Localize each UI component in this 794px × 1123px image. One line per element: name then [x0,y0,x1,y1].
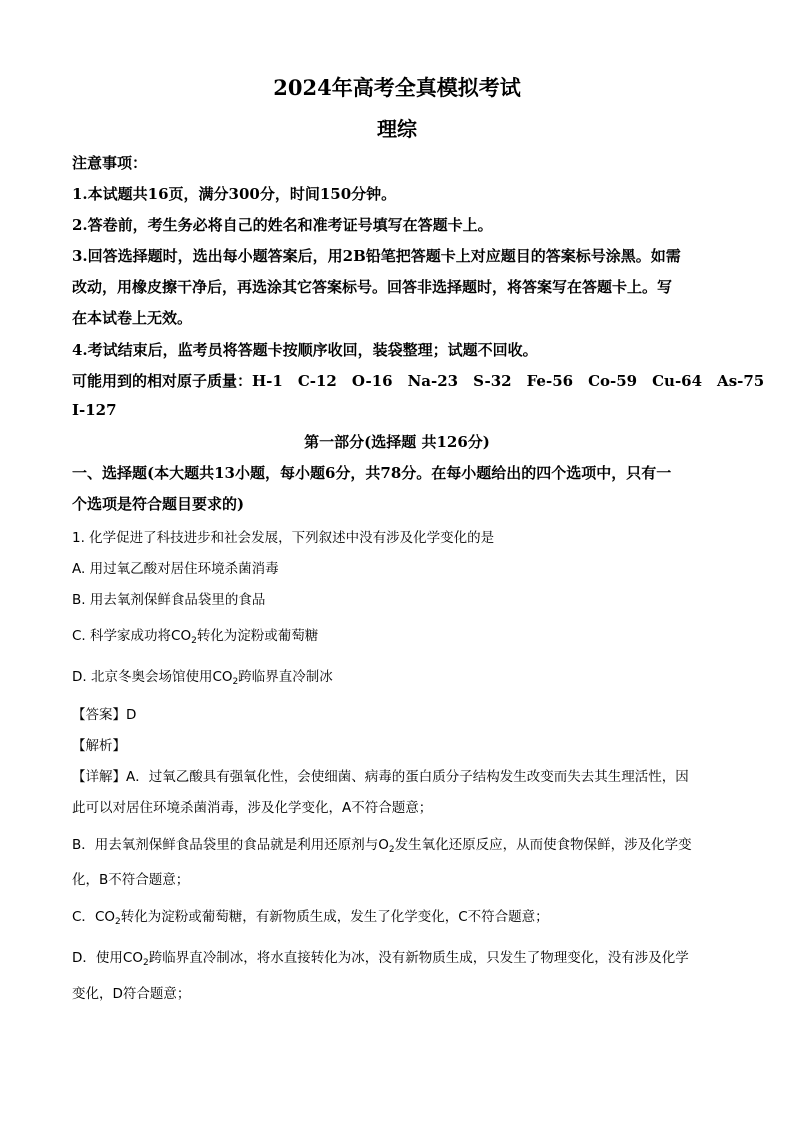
detail-line-7: 变化，D符合题意； [72,986,191,1002]
notes-heading: 注意事项： [72,154,148,172]
option-a: A. 用过氧乙酸对居住环境杀菌消毒 [72,561,279,577]
section-instructions-1: 一、选择题(本大题共13小题，每小题6分，共78分。在每小题给出的四个选项中，只有一 [72,464,672,482]
detail-line-1: 【详解】A．过氧乙酸具有强氧化性，会使细菌、病毒的蛋白质分子结构发生改变而失去其生理活性，因 [72,769,689,785]
exam-title: 2024年高考全真模拟考试 [273,75,521,100]
detail-line-3: B．用去氧剂保鲜食品袋里的食品就是利用还原剂与$O_2$发生氧化还原反应，从而使食物保鲜，涉及化学变 [72,837,692,855]
notes-line-5: 在本试卷上无效。 [72,309,193,327]
detail-line-5: C．$CO_2$转化为淀粉或葡萄糖，有新物质生成，发生了化学变化，C不符合题意； [72,909,549,927]
answer-label: 【答案】D [72,707,137,723]
notes-line-4: 改动，用橡皮擦干净后，再选涂其它答案标号。回答非选择题时，将答案写在答题卡上。写 [72,278,673,296]
notes-line-2: 2.答卷前，考生务必将自己的姓名和准考证号填写在答题卡上。 [72,216,493,234]
detail-line-2: 此可以对居住环境杀菌消毒，涉及化学变化，A不符合题意； [72,800,433,816]
part-title: 第一部分(选择题 共126分) [304,433,490,451]
analysis-label: 【解析】 [72,738,126,754]
notes-line-6: 4.考试结束后，监考员将答题卡按顺序收回，装袋整理；试题不回收。 [72,341,538,359]
option-b: B. 用去氧剂保鲜食品袋里的食品 [72,592,266,608]
exam-subject: 理综 [377,117,417,141]
option-c: C. 科学家成功将$CO_2$转化为淀粉或葡萄糖 [72,628,319,646]
atomic-masses-line-1: 可能用到的相对原子质量：H-1 C-12 O-16 Na-23 S-32 Fe-56 Co-59 Cu-64 As-75 [72,372,765,390]
atomic-masses-line-2: I-127 [72,401,117,419]
detail-line-6: D．使用$CO_2$跨临界直冷制冰，将水直接转化为冰，没有新物质生成，只发生了物理变化，没有涉及化学 [72,950,689,968]
option-d: D. 北京冬奥会场馆使用$CO_2$跨临界直冷制冰 [72,669,333,687]
notes-line-3: 3.回答选择题时，选出每小题答案后，用2B铅笔把答题卡上对应题目的答案标号涂黑。如需 [72,247,681,265]
notes-line-1: 1.本试题共16页，满分300分，时间150分钟。 [72,185,397,203]
detail-line-4: 化，B不符合题意； [72,872,190,888]
question-1-stem: 1. 化学促进了科技进步和社会发展，下列叙述中没有涉及化学变化的是 [72,530,495,546]
section-instructions-2: 个选项是符合题目要求的) [72,495,245,513]
